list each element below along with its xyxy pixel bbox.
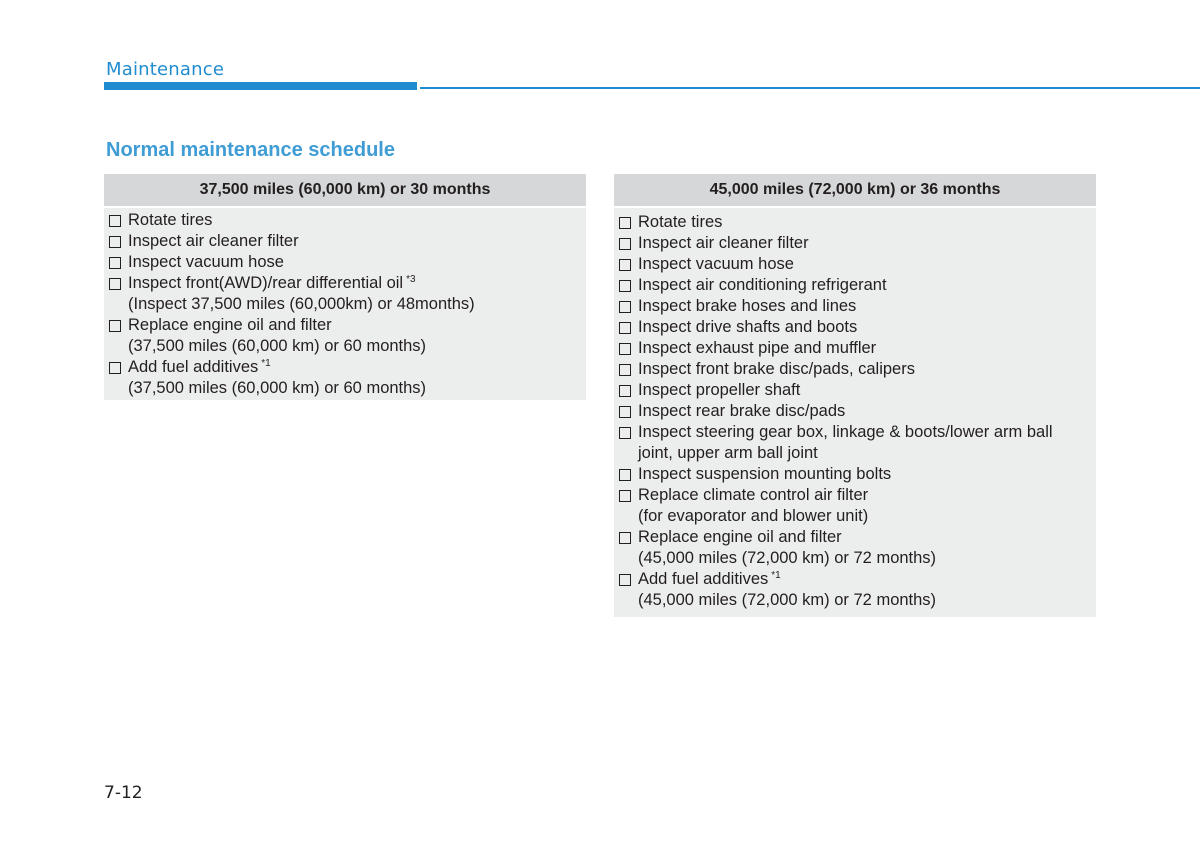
item-text-group: [638, 317, 857, 338]
checklist-item: [618, 296, 1096, 317]
item-line: [638, 380, 800, 401]
item-line: [638, 317, 857, 338]
item-label: Inspect air cleaner filter: [638, 234, 809, 252]
item-label: Inspect exhaust pipe and muffler: [638, 339, 877, 357]
schedule-heading: 45,000 miles (72,000 km) or 36 months: [614, 174, 1096, 208]
item-line: [128, 210, 212, 231]
checklist-item: [618, 317, 1096, 338]
item-line: [128, 273, 475, 294]
item-text-group: [638, 254, 794, 275]
item-text-group: [638, 401, 845, 422]
item-line: [638, 569, 936, 590]
item-text-group: [638, 527, 936, 569]
checklist-item: [618, 275, 1096, 296]
item-subtext: (Inspect 37,500 miles (60,000km) or 48months): [128, 295, 475, 313]
item-text-group: [638, 422, 1053, 464]
item-line: [638, 254, 794, 275]
page-title: Normal maintenance schedule: [106, 139, 395, 161]
item-line: [638, 275, 887, 296]
item-label: Inspect front(AWD)/rear differential oil: [128, 274, 404, 292]
checkbox-square-icon: [619, 532, 631, 544]
item-label: Replace engine oil and filter: [128, 316, 332, 334]
item-subtext: (37,500 miles (60,000 km) or 60 months): [128, 337, 427, 355]
footnote-marker: *3: [406, 273, 416, 285]
item-label: Inspect brake hoses and lines: [638, 297, 857, 315]
checkbox-square-icon: [109, 215, 121, 227]
checklist-item: [618, 359, 1096, 380]
item-text-group: [638, 359, 915, 380]
checkbox-square-icon: [109, 236, 121, 248]
item-text-group: [638, 338, 876, 359]
item-text-group: [638, 464, 891, 485]
item-subtext: (37,500 miles (60,000 km) or 60 months): [128, 379, 427, 397]
checkbox-square-icon: [619, 259, 631, 271]
checklist-item: [108, 357, 586, 399]
item-subtext: (45,000 miles (72,000 km) or 72 months): [638, 591, 937, 609]
item-label: Inspect vacuum hose: [638, 255, 794, 273]
item-text-group: [638, 380, 800, 401]
checkbox-square-icon: [109, 320, 121, 332]
item-line: [638, 464, 891, 485]
checklist-item: [618, 464, 1096, 485]
item-line: [638, 233, 809, 254]
checkbox-square-icon: [619, 406, 631, 418]
item-text-group: [638, 212, 722, 233]
item-text-group: [128, 210, 212, 231]
item-label: Replace climate control air filter: [638, 486, 869, 504]
item-text-group: [638, 275, 887, 296]
item-text-group: [128, 252, 284, 273]
item-label: Inspect suspension mounting bolts: [638, 465, 892, 483]
item-line: [128, 252, 284, 273]
schedule-panel-45000: [614, 174, 1096, 617]
item-label: Inspect drive shafts and boots: [638, 318, 858, 336]
checklist-item: [618, 422, 1096, 464]
item-line: [128, 357, 426, 378]
checkbox-square-icon: [619, 322, 631, 334]
item-text-group: [638, 485, 868, 527]
schedule-panel-37500: [104, 174, 586, 400]
checklist: [614, 208, 1096, 611]
checkbox-square-icon: [619, 217, 631, 229]
checklist-item: [618, 338, 1096, 359]
item-line: [638, 212, 722, 233]
item-text-group: [128, 357, 426, 399]
item-line: [128, 231, 299, 252]
schedule-heading: 37,500 miles (60,000 km) or 30 months: [104, 174, 586, 208]
checkbox-square-icon: [619, 385, 631, 397]
item-text-group: [638, 569, 936, 611]
checkbox-square-icon: [109, 362, 121, 374]
item-label: Inspect front brake disc/pads, calipers: [638, 360, 915, 378]
header-rule-thin: [420, 87, 1200, 89]
checklist-item: [618, 212, 1096, 233]
checklist-item: [618, 254, 1096, 275]
checklist-item: [618, 527, 1096, 569]
checkbox-square-icon: [619, 280, 631, 292]
checkbox-square-icon: [109, 257, 121, 269]
footnote-marker: *1: [261, 357, 271, 369]
checklist-item: [108, 210, 586, 231]
checklist-item: [618, 401, 1096, 422]
item-line: [638, 527, 936, 548]
checkbox-square-icon: [619, 469, 631, 481]
item-text-group: [128, 273, 475, 315]
checklist-item: [108, 315, 586, 357]
checkbox-square-icon: [619, 343, 631, 355]
checkbox-square-icon: [619, 364, 631, 376]
checklist-item: [108, 231, 586, 252]
item-line: [638, 338, 876, 359]
item-label: Inspect vacuum hose: [128, 253, 284, 271]
item-label: Inspect air conditioning refrigerant: [638, 276, 887, 294]
item-label: Rotate tires: [638, 213, 723, 231]
item-label: Add fuel additives: [128, 358, 259, 376]
item-subtext: (for evaporator and blower unit): [638, 507, 869, 525]
checkbox-square-icon: [619, 301, 631, 313]
item-line: [638, 296, 856, 317]
item-line: [638, 401, 845, 422]
item-line: [128, 315, 426, 336]
item-label: Inspect rear brake disc/pads: [638, 402, 846, 420]
item-label: Add fuel additives: [638, 570, 769, 588]
footnote-marker: *1: [771, 569, 781, 581]
checkbox-square-icon: [619, 490, 631, 502]
item-label: Rotate tires: [128, 211, 213, 229]
item-label: Inspect steering gear box, linkage & boots/lower arm ball: [638, 423, 1053, 441]
checkbox-square-icon: [109, 278, 121, 290]
page-number: 7-12: [104, 783, 143, 803]
checklist-item: [618, 233, 1096, 254]
item-text-group: [638, 233, 809, 254]
checklist-item: [618, 380, 1096, 401]
item-line: [638, 422, 1053, 443]
header-rule-thick: [104, 82, 417, 90]
checkbox-square-icon: [619, 238, 631, 250]
item-label: Replace engine oil and filter: [638, 528, 842, 546]
checkbox-square-icon: [619, 574, 631, 586]
checkbox-square-icon: [619, 427, 631, 439]
item-line: [638, 485, 868, 506]
item-text-group: [128, 315, 426, 357]
item-subtext: (45,000 miles (72,000 km) or 72 months): [638, 549, 937, 567]
checklist-item: [618, 569, 1096, 611]
item-label: Inspect air cleaner filter: [128, 232, 299, 250]
checklist-item: [108, 252, 586, 273]
checklist-item: [618, 485, 1096, 527]
item-text-group: [128, 231, 299, 252]
item-text-group: [638, 296, 856, 317]
item-label: Inspect propeller shaft: [638, 381, 801, 399]
item-line: [638, 359, 915, 380]
checklist-item: [108, 273, 586, 315]
checklist: [104, 208, 586, 399]
item-subtext: joint, upper arm ball joint: [638, 444, 818, 462]
section-label: Maintenance: [106, 59, 225, 80]
